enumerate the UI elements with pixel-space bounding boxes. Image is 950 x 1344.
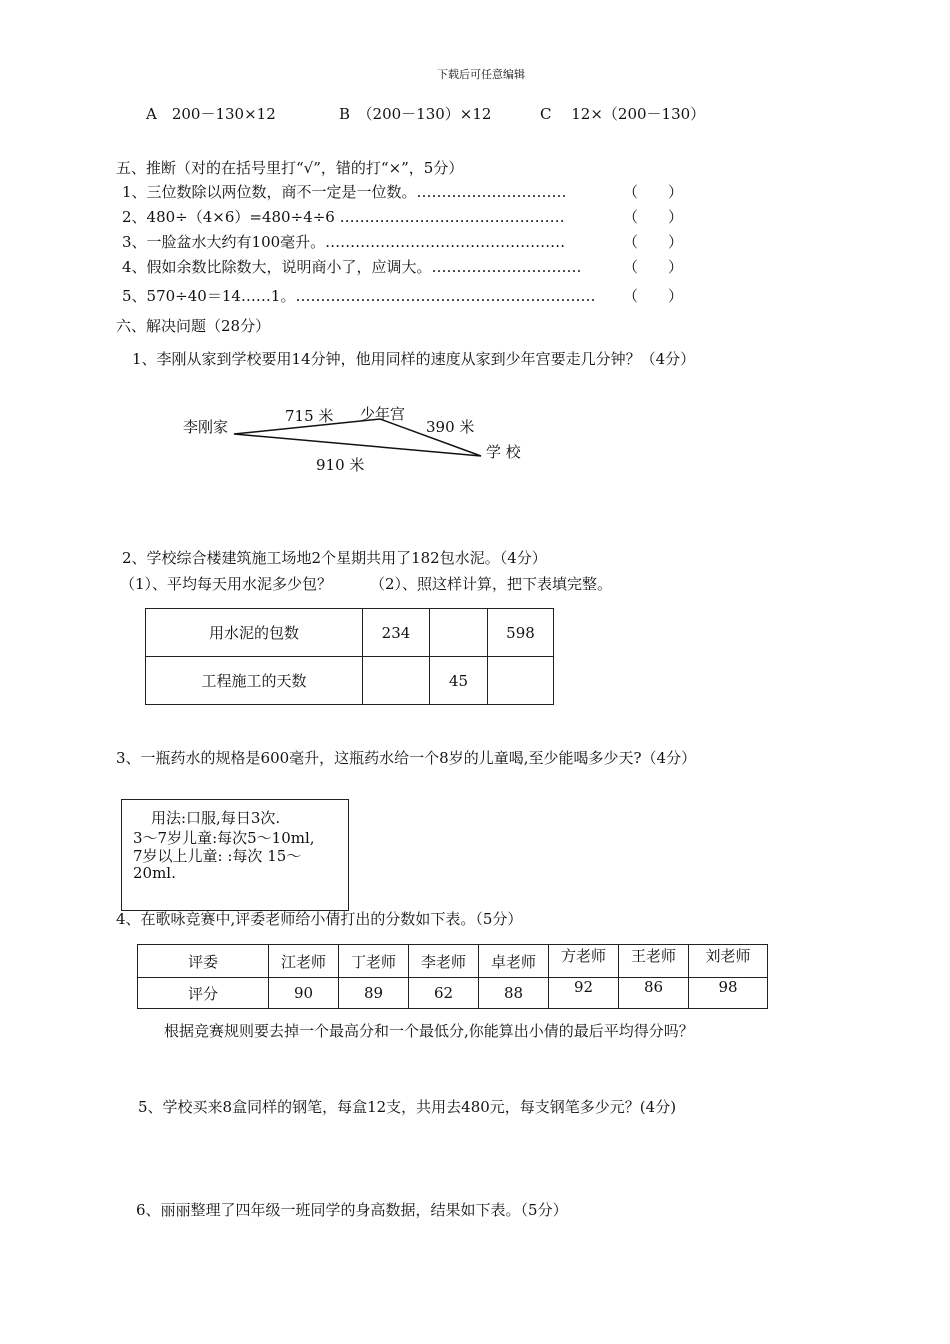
label-home: 李刚家 (183, 418, 229, 436)
judge-bracket-2[interactable]: （ ） (623, 208, 684, 226)
table-cell: 评委 (138, 945, 269, 978)
distance-palace-school: 390 米 (426, 418, 475, 436)
judge-bracket-4[interactable]: （ ） (623, 258, 684, 276)
table-row (146, 657, 554, 705)
q2-text: 2、学校综合楼建筑施工场地2个星期共用了182包水泥。（4分） (122, 549, 547, 567)
q3-text: 3、一瓶药水的规格是600毫升，这瓶药水给一个8岁的儿童喝,至少能喝多少天?（4分） (116, 749, 697, 767)
route-lines (0, 0, 950, 520)
answer-cell[interactable] (363, 657, 430, 705)
label-palace: 少年宫 (360, 405, 406, 423)
table-cell: 598 (488, 609, 554, 657)
distance-home-palace: 715 米 (285, 407, 334, 425)
q2-sub1: （1）、平均每天用水泥多少包？ (120, 575, 333, 593)
box-line-3: 7岁以上儿童: :每次 15～ (133, 847, 302, 865)
table-row (138, 945, 768, 978)
option-a: A 200－130×12 (146, 105, 276, 123)
table-cell: 62 (409, 978, 479, 1009)
table-cell: 王老师 (619, 945, 689, 978)
medicine-box (121, 799, 349, 911)
q5-text: 5、学校买来8盒同样的钢笔，每盒12支，共用去480元，每支钢笔多少元？(4分) (138, 1098, 677, 1116)
section6-title: 六、解决问题（28分） (116, 317, 271, 335)
box-line-4: 20ml. (133, 864, 176, 882)
judge-item-5: 5、570÷40＝14……1。…………………………………………………… (122, 287, 596, 305)
judge-bracket-1[interactable]: （ ） (623, 183, 684, 201)
option-b: B （200－130）×12 (339, 105, 492, 123)
judge-item-1: 1、三位数除以两位数，商不一定是一位数。………………………… (122, 183, 567, 201)
table-cell: 92 (549, 978, 619, 1009)
judge-bracket-5[interactable]: （ ） (623, 287, 684, 305)
label-school: 学 校 (486, 443, 521, 461)
table-cell: 98 (689, 978, 768, 1009)
judge-bracket-3[interactable]: （ ） (623, 233, 684, 251)
table-cell: 88 (479, 978, 549, 1009)
table-cell: 评分 (138, 978, 269, 1009)
distance-home-school: 910 米 (316, 456, 365, 474)
answer-cell[interactable] (488, 657, 554, 705)
score-table (137, 944, 768, 1009)
table-cell: 方老师 (549, 945, 619, 978)
table-cell: 90 (269, 978, 339, 1009)
q4-question: 根据竞赛规则要去掉一个最高分和一个最低分,你能算出小倩的最后平均得分吗？ (164, 1022, 694, 1040)
answer-cell[interactable] (430, 609, 488, 657)
judge-item-3: 3、一脸盆水大约有100毫升。………………………………………… (122, 233, 566, 251)
judge-item-4: 4、假如余数比除数大，说明商小了，应调大。………………………… (122, 258, 582, 276)
table-cell: 卓老师 (479, 945, 549, 978)
table-cell: 45 (430, 657, 488, 705)
page-header: 下载后可任意编辑 (437, 68, 525, 81)
box-line-1: 用法:口服,每日3次. (151, 809, 281, 827)
cement-table (145, 608, 554, 705)
table-row (138, 978, 768, 1009)
table-cell: 刘老师 (689, 945, 768, 978)
q1-text: 1、李刚从家到学校要用14分钟，他用同样的速度从家到少年宫要走几分钟？（4分） (132, 350, 696, 368)
judge-item-2: 2、480÷（4×6）=480÷4÷6 ……………………………………… (122, 208, 565, 226)
q4-text: 4、在歌咏竞赛中,评委老师给小倩打出的分数如下表。（5分） (116, 910, 523, 928)
table-cell: 丁老师 (339, 945, 409, 978)
option-c: C 12×（200－130） (540, 105, 706, 123)
table-cell: 89 (339, 978, 409, 1009)
table-cell: 江老师 (269, 945, 339, 978)
q2-sub2: （2）、照这样计算，把下表填完整。 (370, 575, 613, 593)
q6-text: 6、丽丽整理了四年级一班同学的身高数据，结果如下表。（5分） (136, 1201, 568, 1219)
section5-title: 五、推断（对的在括号里打“√”，错的打“×”，5分） (116, 159, 464, 177)
table-cell: 用水泥的包数 (146, 609, 363, 657)
table-cell: 86 (619, 978, 689, 1009)
table-cell: 234 (363, 609, 430, 657)
table-cell: 工程施工的天数 (146, 657, 363, 705)
table-row (146, 609, 554, 657)
table-cell: 李老师 (409, 945, 479, 978)
box-line-2: 3～7岁儿童:每次5～10ml, (133, 829, 315, 847)
